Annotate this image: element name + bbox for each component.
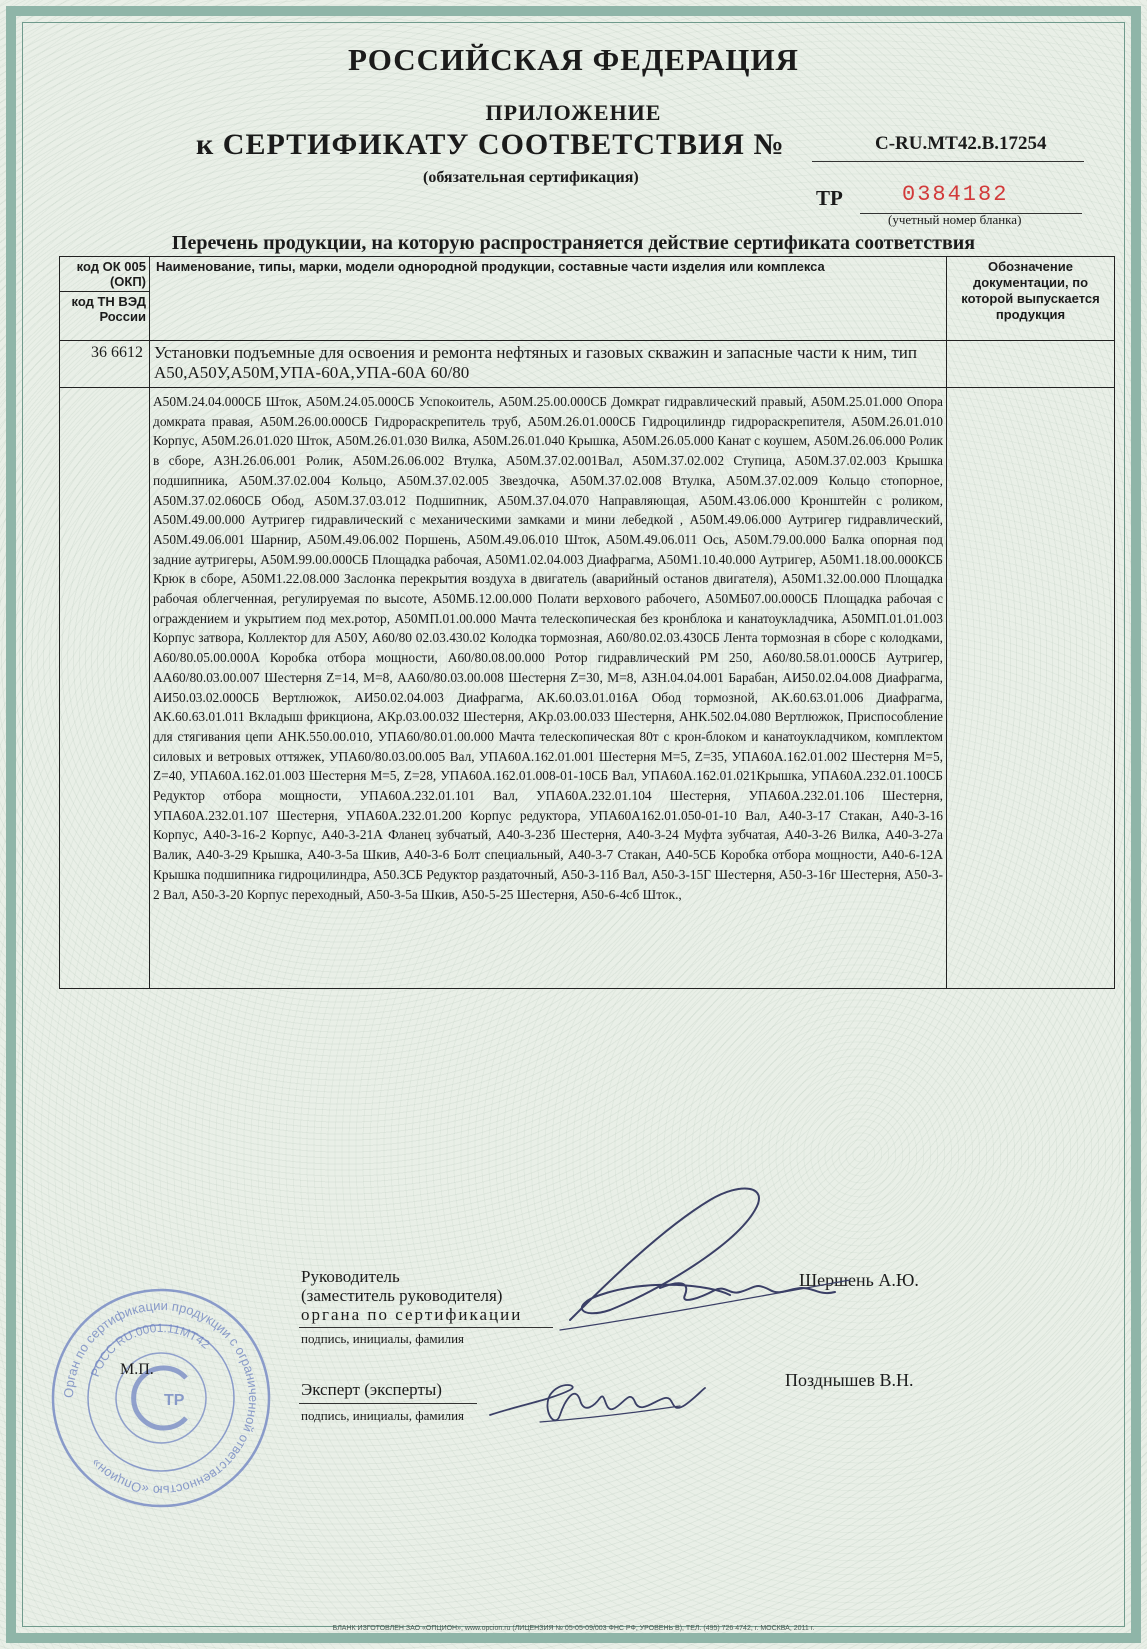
head-label	[301, 1267, 522, 1324]
product-code: 36 6612	[60, 341, 150, 388]
certificate-number: C-RU.МТ42.В.17254	[875, 133, 1047, 154]
country-title: РОССИЙСКАЯ ФЕДЕРАЦИЯ	[348, 42, 799, 77]
head-label-line-1: Руководитель	[301, 1267, 400, 1286]
header-tnved-code: код ТН ВЭД России	[60, 292, 150, 341]
stamp-code: РОСС RU.0001.11МТ42	[87, 1320, 213, 1379]
head-handwritten-signature	[540, 1170, 870, 1350]
product-name: Установки подъемные для освоения и ремонта нефтяных и газовых скважин и запасные части к ним, тип А50,А50У,А50М,УПА-60А,УПА-60А 60/80	[150, 341, 947, 388]
table-row	[60, 388, 1115, 989]
certification-type: (обязательная сертификация)	[423, 169, 639, 186]
head-signature-caption: подпись, инициалы, фамилия	[301, 1331, 465, 1346]
form-number-caption: (учетный номер бланка)	[888, 212, 1022, 227]
table-row	[60, 341, 1115, 388]
header-product-name: Наименование, типы, марки, модели однородной продукции, составные части изделия или комплекса	[150, 257, 947, 341]
header-documentation: Обозначение документации, по которой выпускается продукция	[947, 257, 1115, 341]
product-table	[59, 256, 1115, 989]
expert-handwritten-signature	[480, 1360, 710, 1450]
expert-name: Позднышев В.Н.	[785, 1370, 914, 1390]
list-heading: Перечень продукции, на которую распространяется действие сертификата соответствия	[171, 232, 976, 254]
form-number: 0384182	[902, 182, 1009, 207]
stamp-text: Орган по сертификации продукции с ограниченной ответственностью «Опцион»	[60, 1297, 262, 1499]
spare-parts-list: А50М.24.04.000СБ Шток, А50М.24.05.000СБ Успокоитель, А50М.25.00.000СБ Домкрат гидравлический правый, А50М.25.01.000 Опора домкрата правая, А50М.26.00.000СБ Гидрораскрепитель труб, А50М.26.01.000СБ Гидроцилиндр гидрораскрепителя, А50М.26.01.010 Корпус, А50М.26.01.020 Шток, А50М.26.01.030 Вилка, А50М.26.01.040 Крышка, А50М.26.05.000 Канат с коушем, А50М.26.06.000 Ролик в сборе, А3Н.26.06.001 Ролик, А50М.26.06.002 Втулка, А50М.37.02.001Вал, А50М.37.02.002 Ступица, А50М.37.02.003 Крышка подшипника, А50М.37.02.004 Кольцо, А50М.37.02.005 Звездочка, А50М.37.02.008 Втулка, А50М.37.02.009 Кольцо стопорное, А50М.37.02.060СБ Обод, А50М.37.03.012 Подшипник, А50М.37.04.070 Направляющая, А50М.43.06.000 Кронштейн с роликом, А50М.49.00.000 Аутригер гидравлический с механическими замками и мини лебедкой , А50М.49.06.000 Аутригер гидравлический, А50М.49.06.001 Шарнир, А50М.49.06.002 Поршень, А50М.49.06.010 Шток, А50М.49.06.011 Ось, А50М.79.00.000 Балка опорная под задние аутригеры, А50М.99.00.000СБ Площадка рабочая, А50М1.02.04.003 Диафрагма, А50М1.10.40.000 Аутригер, А50М1.18.00.000КСБ Крюк в сборе, А50М1.22.08.000 Заслонка перекрытия воздуха в двигатель (аварийный останов двигателя), А50М1.32.00.000 Площадка рабочая облегченная, регулируемая по высоте, А50МБ.12.00.000 Полати верхового рабочего, А50МБ07.00.000СБ Площадка рабочая с ограждением и укрытием под мех.ротор, А50МП.01.00.000 Мачта телескопическая без кронблока и канатоукладчика, А50МП.01.01.003 Корпус затвора, Коллектор для А50У, А60/80 02.03.430.02 Колодка тормозная, А60/80.02.03.430СБ Лента тормозная в сборе с колодками, А60/80.05.00.000А Коробка отбора мощности, А60/80.08.00.000 Ротор гидравлический РМ 250, А60/80.58.01.000СБ Аутригер, АА60/80.03.00.007 Шестерня Z=14, M=8, АА60/80.03.00.008 Шестерня Z=30, M=8, АЗН.04.04.001 Барабан, АИ50.02.04.008 Диафрагма, АИ50.03.02.000СБ Вертлюжок, АИ50.02.04.003 Диафрагма, АК.60.03.01.016А Обод тормозной, АК.60.63.01.006 Диафрагма, АК.60.63.01.011 Вкладыш фрикциона, АКр.03.00.032 Шестерня, АКр.03.00.033 Шестерня, АНК.502.04.080 Вертлюжок, Приспособление для стягивания цепи АНК.550.00.010, УПА60/80.01.00.000 Мачта телескопическая 80т с крон-блоком и канатоукладчиком, комплектом силовых и ветровых оттяжек, УПА60/80.03.00.005 Вал, УПА60А.162.01.001 Шестерня M=5, Z=35, УПА60А.162.01.002 Шестерня M=5, Z=40, УПА60А.162.01.003 Шестерня M=5, Z=28, УПА60А.162.01.008-01-10СБ Вал, УПА60А.162.01.021Крышка, УПА60А.232.01.100СБ Редуктор отбора мощности, УПА60А.232.01.101 Вал, УПА60А.232.01.104 Шестерня, УПА60А.232.01.106 Шестерня, УПА60А.232.01.107 Шестерня, УПА60А.232.01.200 Корпус редуктора, УПА60А162.01.050-01-10 Вал, А40-3-17 Стакан, А40-3-16 Корпус, А40-3-16-2 Корпус, А40-3-21А Фланец зубчатый, А40-3-23б Шестерня, А40-3-24 Муфта зубчатая, А40-3-26 Вилка, А40-3-27а Валик, А40-3-29 Крышка, А40-3-5а Шкив, А40-3-6 Болт специальный, А40-3-7 Стакан, А40-5СБ Коробка отбора мощности, А40-6-12А Крышка подшипника гидроцилиндра, А50.3СБ Редуктор раздаточный, А50-3-11б Вал, А50-3-15Г Шестерня, А50-3-16г Шестерня, А50-3-2 Вал, А50-3-20 Корпус переходный, А50-3-5а Шкив, А50-5-25 Шестерня, А50-6-4сб Шток.,	[150, 388, 947, 989]
table-header-row	[60, 257, 1115, 292]
footer-printer-info: БЛАНК ИЗГОТОВЛЕН ЗАО «ОПЦИОН», www.opcion.ru (ЛИЦЕНЗИЯ № 05-05-09/003 ФНС РФ, УРОВЕНЬ В), ТЕЛ. (495) 726 4742, г. МОСКВА, 2011 г.	[332, 1625, 815, 1632]
parts-code-cell	[60, 388, 150, 989]
seal-place-label: М.П.	[120, 1361, 154, 1378]
svg-text:TP: TP	[164, 1392, 185, 1409]
expert-signature-line	[299, 1403, 477, 1404]
expert-signature-caption: подпись, инициалы, фамилия	[301, 1408, 465, 1423]
certificate-title: к СЕРТИФИКАТУ СООТВЕТСТВИЯ №	[196, 128, 785, 161]
head-label-line-3: органа по сертификации	[301, 1305, 523, 1324]
tp-label: ТР	[816, 186, 843, 210]
head-name: Шершень А.Ю.	[799, 1270, 919, 1290]
certificate-number-line	[812, 161, 1084, 162]
parts-doc-cell	[947, 388, 1115, 989]
expert-label: Эксперт (эксперты)	[301, 1380, 442, 1399]
appendix-title: ПРИЛОЖЕНИЕ	[485, 100, 662, 125]
head-signature-line	[299, 1327, 553, 1328]
header-okp-code: код ОК 005 (ОКП)	[60, 257, 150, 292]
head-label-line-2: (заместитель руководителя)	[301, 1286, 503, 1305]
certification-stamp	[46, 1283, 276, 1513]
product-documentation	[947, 341, 1115, 388]
